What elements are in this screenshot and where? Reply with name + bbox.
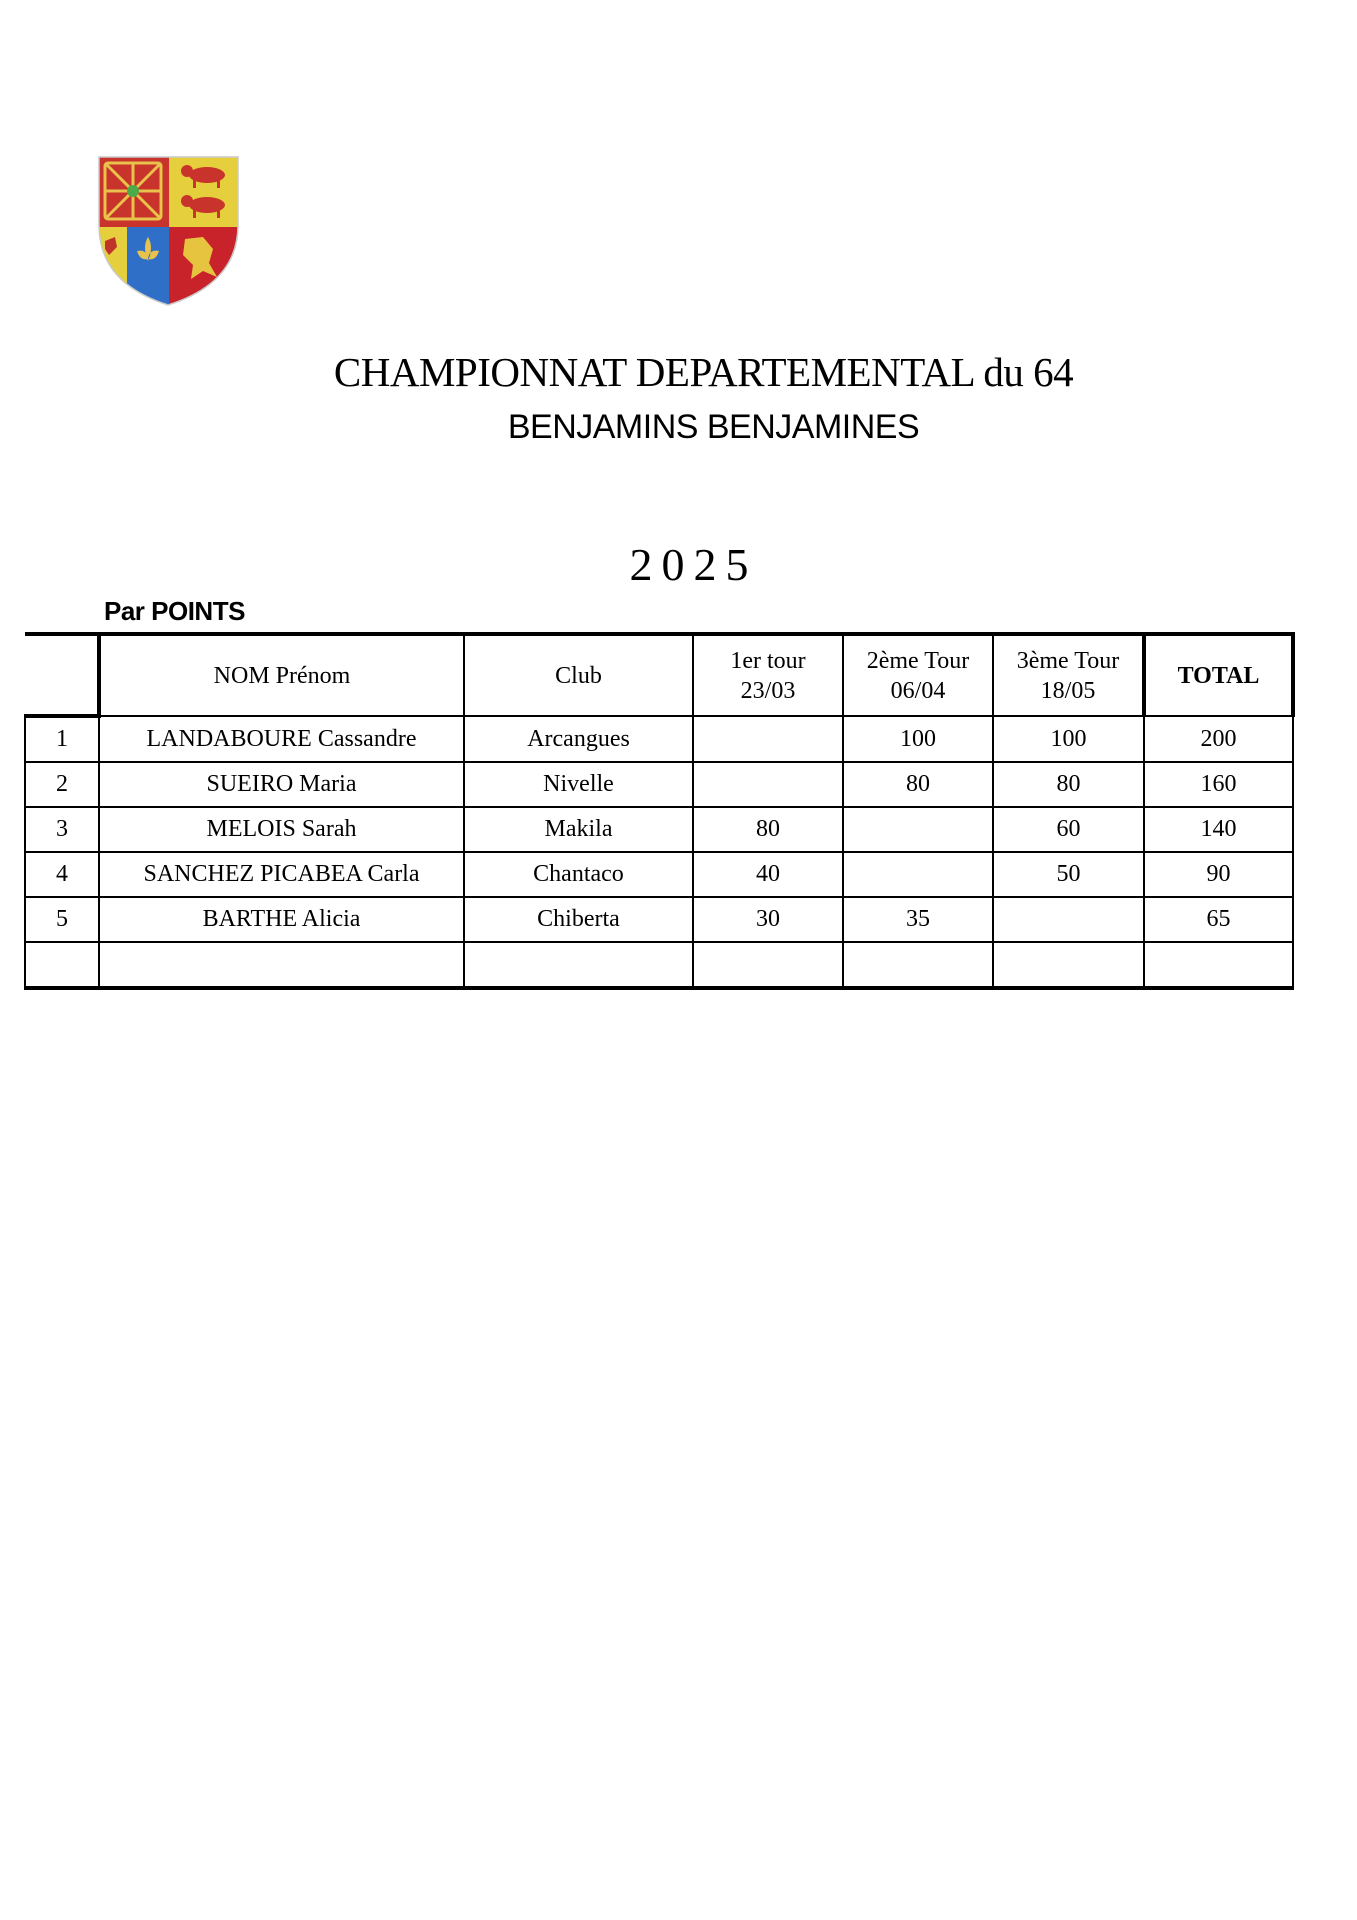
round2-cell: 35 — [843, 897, 993, 942]
table-row-empty — [25, 942, 1293, 988]
table-row — [25, 762, 1293, 807]
round3-cell: 100 — [993, 716, 1144, 762]
total-cell: 200 — [1144, 716, 1293, 762]
rank-cell: 1 — [25, 716, 99, 762]
club-cell: Chiberta — [464, 897, 693, 942]
club-cell: Chantaco — [464, 852, 693, 897]
category-subtitle: BENJAMINS BENJAMINES — [507, 408, 920, 446]
name-cell: LANDABOURE Cassandre — [99, 716, 464, 762]
table-row — [25, 897, 1293, 942]
standings-table — [24, 632, 1295, 990]
rank-cell: 4 — [25, 852, 99, 897]
round3-cell: 60 — [993, 807, 1144, 852]
name-cell: SANCHEZ PICABEA Carla — [99, 852, 464, 897]
rank-cell: 2 — [25, 762, 99, 807]
rank-header-blank — [25, 634, 99, 716]
column-header-round3 — [993, 634, 1144, 716]
round2-cell: 80 — [843, 762, 993, 807]
club-cell: Arcangues — [464, 716, 693, 762]
name-cell: BARTHE Alicia — [99, 897, 464, 942]
table-row — [25, 716, 1293, 762]
club-cell — [464, 942, 693, 988]
total-cell: 160 — [1144, 762, 1293, 807]
table-row — [25, 852, 1293, 897]
name-cell — [99, 942, 464, 988]
total-cell — [1144, 942, 1293, 988]
round2-label: 2ème Tour — [866, 647, 970, 674]
ranking-mode-label: Par POINTS — [104, 596, 245, 626]
round1-date: 23/03 — [740, 677, 796, 704]
round1-cell: 40 — [693, 852, 843, 897]
round1-cell — [693, 942, 843, 988]
name-cell: MELOIS Sarah — [99, 807, 464, 852]
total-cell: 65 — [1144, 897, 1293, 942]
column-header-total: TOTAL — [1144, 634, 1293, 716]
round2-cell: 100 — [843, 716, 993, 762]
total-cell: 90 — [1144, 852, 1293, 897]
round1-cell — [693, 716, 843, 762]
club-cell: Nivelle — [464, 762, 693, 807]
table-header-row — [25, 634, 1293, 716]
season-year: 2025 — [629, 539, 758, 590]
round1-cell — [693, 762, 843, 807]
round3-cell — [993, 942, 1144, 988]
round2-cell — [843, 807, 993, 852]
round3-cell — [993, 897, 1144, 942]
column-header-round2 — [843, 634, 993, 716]
rank-cell: 5 — [25, 897, 99, 942]
table-row — [25, 807, 1293, 852]
column-header-round1 — [693, 634, 843, 716]
rank-cell: 3 — [25, 807, 99, 852]
round1-cell: 30 — [693, 897, 843, 942]
rank-cell — [25, 942, 99, 988]
name-cell: SUEIRO Maria — [99, 762, 464, 807]
round3-date: 18/05 — [1040, 677, 1096, 704]
round1-cell: 80 — [693, 807, 843, 852]
document-title: CHAMPIONNAT DEPARTEMENTAL du 64 — [333, 349, 1074, 395]
round3-cell: 50 — [993, 852, 1144, 897]
column-header-club: Club — [464, 634, 693, 716]
total-cell: 140 — [1144, 807, 1293, 852]
round3-cell: 80 — [993, 762, 1144, 807]
round3-label: 3ème Tour — [1016, 647, 1120, 674]
column-header-name: NOM Prénom — [99, 634, 464, 716]
round2-cell — [843, 942, 993, 988]
coat-of-arms-icon — [97, 155, 240, 307]
round1-label: 1er tour — [730, 647, 806, 674]
round2-cell — [843, 852, 993, 897]
club-cell: Makila — [464, 807, 693, 852]
round2-date: 06/04 — [890, 677, 946, 704]
